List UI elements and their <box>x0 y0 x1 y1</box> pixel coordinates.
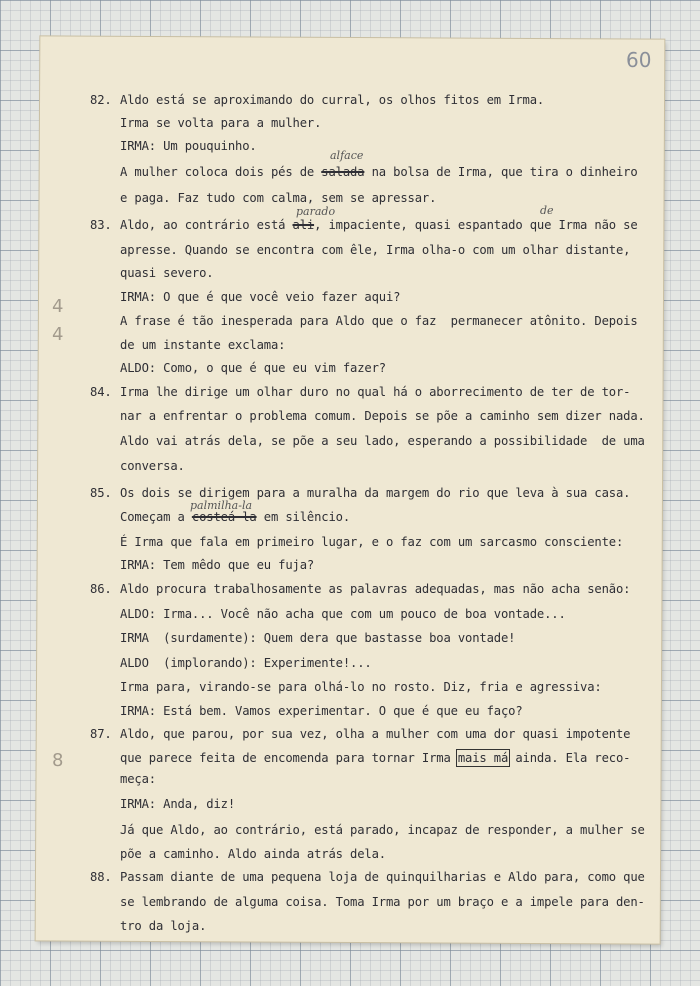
line-text: Começam a costeá-la em silêncio. <box>120 510 350 524</box>
line-text: IRMA: Anda, diz! <box>120 797 235 811</box>
line-text: ALDO (implorando): Experimente!... <box>120 656 372 670</box>
margin-mark: 8 <box>52 750 64 771</box>
handwritten-palmilha-la: palmilha-la <box>190 499 253 512</box>
line-text: Irma lhe dirige um olhar duro no qual há o aborrecimento de ter de tor- <box>120 385 631 399</box>
line-text: IRMA: Está bem. Vamos experimentar. O que é que eu faço? <box>120 704 523 718</box>
handwritten-parado: parado <box>296 205 336 218</box>
scene-number: 87. <box>90 727 112 741</box>
line-text: IRMA: Tem mêdo que eu fuja? <box>120 558 315 572</box>
line-text: Irma para, virando-se para olhá-lo no rosto. Diz, fria e agressiva: <box>120 680 602 694</box>
handwritten-alface: alface <box>330 149 364 162</box>
line-text: põe a caminho. Aldo ainda atrás dela. <box>120 847 386 861</box>
line-text: ALDO: Como, o que é que eu vim fazer? <box>120 361 386 375</box>
line-text: apresse. Quando se encontra com êle, Irma olha-o com um olhar distante, <box>120 243 631 257</box>
scene-number: 88. <box>90 870 112 884</box>
line-text: quasi severo. <box>120 266 214 280</box>
line-text: nar a enfrentar o problema comum. Depois se põe a caminho sem dizer nada. <box>120 409 645 423</box>
line-text: de um instante exclama: <box>120 338 286 352</box>
line-text: ALDO: Irma... Você não acha que com um pouco de boa vontade... <box>120 607 566 621</box>
line-text: Aldo está se aproximando do curral, os olhos fitos em Irma. <box>120 93 545 107</box>
line-text: Irma se volta para a mulher. <box>120 116 322 130</box>
line-text: tro da loja. <box>120 919 207 933</box>
scene-number: 86. <box>90 582 112 596</box>
line-text: e paga. Faz tudo com calma, sem se apressar. <box>120 191 437 205</box>
scene-number: 82. <box>90 93 112 107</box>
scene-number: 83. <box>90 218 112 232</box>
line-text: IRMA (surdamente): Quem dera que bastasse boa vontade! <box>120 631 516 645</box>
line-text: A mulher coloca dois pés de salada na bolsa de Irma, que tira o dinheiro <box>120 165 638 179</box>
line-text: Já que Aldo, ao contrário, está parado, incapaz de responder, a mulher se <box>120 823 645 837</box>
margin-mark: 4 <box>52 296 64 317</box>
line-text: IRMA: O que é que você veio fazer aqui? <box>120 290 401 304</box>
line-text: A frase é tão inesperada para Aldo que o faz permanecer atônito. Depois <box>120 314 638 328</box>
scene-number: 84. <box>90 385 112 399</box>
line-text: que parece feita de encomenda para tornar Irma mais má ainda. Ela reco- <box>120 751 631 765</box>
handwritten-de: de <box>540 204 554 217</box>
line-text: meça: <box>120 772 156 786</box>
line-text: conversa. <box>120 459 185 473</box>
line-text: Aldo, ao contrário está ali, impaciente, quasi espantado que Irma não se <box>120 218 638 232</box>
line-text: Os dois se dirigem para a muralha da margem do rio que leva à sua casa. <box>120 486 631 500</box>
line-text: Aldo, que parou, por sua vez, olha a mulher com uma dor quasi impotente <box>120 727 631 741</box>
line-text: IRMA: Um pouquinho. <box>120 139 257 153</box>
line-text: Aldo procura trabalhosamente as palavras adequadas, mas não acha senão: <box>120 582 631 596</box>
page-number: 60 <box>626 48 652 72</box>
line-text: É Irma que fala em primeiro lugar, e o faz com um sarcasmo consciente: <box>120 535 624 549</box>
line-text: se lembrando de alguma coisa. Toma Irma por um braço e a impele para den- <box>120 895 645 909</box>
line-text: Passam diante de uma pequena loja de quinquilharias e Aldo para, como que <box>120 870 645 884</box>
scene-number: 85. <box>90 486 112 500</box>
line-text: Aldo vai atrás dela, se põe a seu lado, esperando a possibilidade de uma <box>120 434 645 448</box>
margin-mark: 4 <box>52 324 64 345</box>
